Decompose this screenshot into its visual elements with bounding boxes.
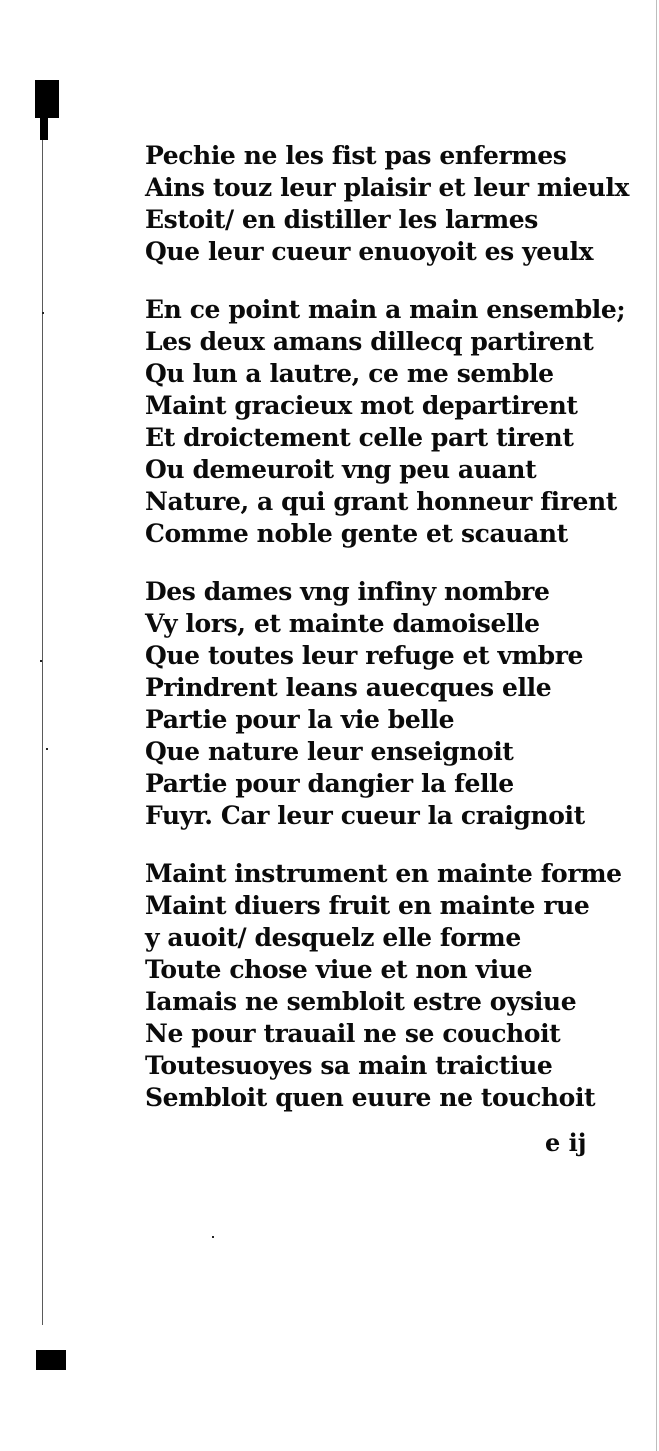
stanza-1 — [145, 140, 629, 268]
stanza-2 — [145, 294, 626, 550]
verse-line: Que toutes leur refuge et vmbre — [145, 641, 584, 670]
verse-line: Toutesuoyes sa main traictiue — [145, 1051, 553, 1080]
verse-line: Maint gracieux mot departirent — [145, 391, 578, 420]
ink-speck — [40, 660, 42, 662]
verse-line: Partie pour dangier la felle — [145, 769, 514, 798]
verse-line: En ce point main a main ensemble; — [145, 295, 626, 324]
stanza-3 — [145, 576, 615, 832]
verse-line: Que nature leur enseignoit — [145, 737, 514, 766]
page-margin-line — [42, 95, 43, 1325]
verse-line: Fuyr. Car leur cueur la craignoit — [145, 801, 585, 830]
ink-mark-top — [35, 80, 59, 118]
ink-mark-top-tail — [40, 118, 48, 140]
verse-line: Nature, a qui grant honneur firent — [145, 487, 617, 516]
ink-mark-bottom — [36, 1350, 66, 1370]
verse-line: Prindrent leans auecques elle — [145, 673, 552, 702]
page-edge — [656, 0, 657, 1451]
verse-line: Sembloit quen euure ne touchoit — [145, 1083, 596, 1112]
stanza-4 — [145, 858, 622, 1114]
signature-mark: e ij — [545, 1128, 587, 1157]
verse-line: Les deux amans dillecq partirent — [145, 327, 594, 356]
verse-line: Ou demeuroit vng peu auant — [145, 455, 537, 484]
verse-line: Et droictement celle part tirent — [145, 423, 574, 452]
verse-line: Ains touz leur plaisir et leur mieulx — [145, 173, 629, 202]
verse-line: Maint diuers fruit en mainte rue — [145, 891, 590, 920]
verse-line: Maint instrument en mainte forme — [145, 859, 622, 888]
verse-line: Partie pour la vie belle — [145, 705, 455, 734]
ink-speck — [212, 1236, 214, 1238]
verse-line: Estoit/ en distiller les larmes — [145, 205, 538, 234]
verse-line: Pechie ne les fist pas enfermes — [145, 141, 567, 170]
poem-text — [145, 140, 629, 1140]
verse-line: y auoit/ desquelz elle forme — [145, 923, 521, 952]
verse-line: Qu lun a lautre, ce me semble — [145, 359, 554, 388]
verse-line: Comme noble gente et scauant — [145, 519, 568, 548]
verse-line: Que leur cueur enuoyoit es yeulx — [145, 237, 594, 266]
verse-line: Des dames vng infiny nombre — [145, 577, 550, 606]
verse-line: Ne pour trauail ne se couchoit — [145, 1019, 561, 1048]
verse-line: Iamais ne sembloit estre oysiue — [145, 987, 577, 1016]
ink-speck — [46, 748, 48, 750]
ink-speck — [42, 312, 44, 314]
verse-line: Toute chose viue et non viue — [145, 955, 533, 984]
verse-line: Vy lors, et mainte damoiselle — [145, 609, 540, 638]
